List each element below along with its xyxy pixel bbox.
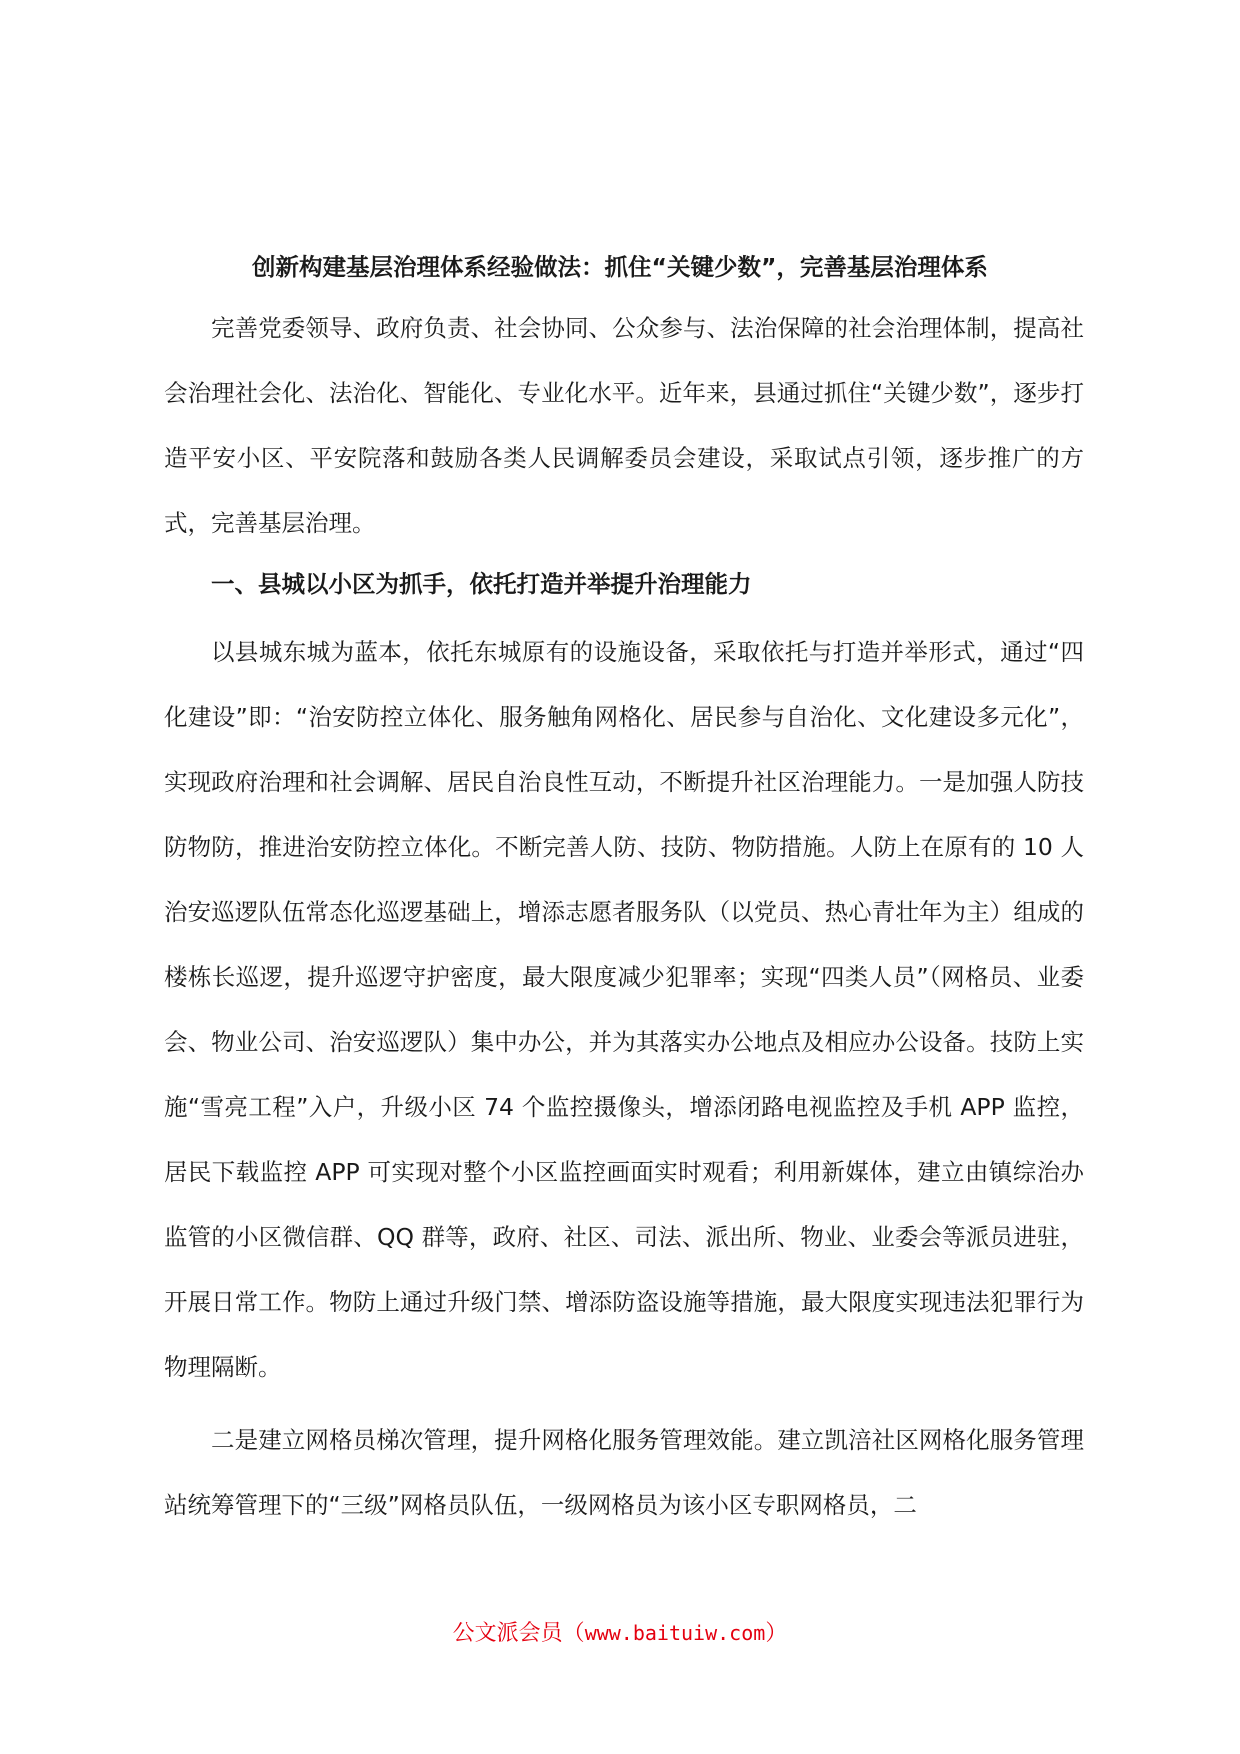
paragraph-intro: 完善党委领导、政府负责、社会协同、公众参与、法治保障的社会治理体制，提高社会治理社会化、法治化、智能化、专业化水平。近年来，县通过抓住“关键少数”，逐步打造平安小区、平安院落和鼓励各类人民调解委员会建设，采取试点引领，逐步推广的方式，完善基层治理。 — [164, 314, 1084, 537]
footer-close-paren: ） — [765, 1621, 788, 1646]
paragraph-section-1: 以县城东城为蓝本，依托东城原有的设施设备，采取依托与打造并举形式，通过“四化建设”即：“治安防控立体化、服务触角网格化、居民参与自治化、文化建设多元化”，实现政府治理和社会调解、居民自治良性互动，不断提升社区治理能力。一是加强人防技防物防，推进治安防控立体化。不断完善人防、技防、物防措施。人防上在原有的 10 人治安巡逻队伍常态化巡逻基础上，增添志愿者服务队（以党员、热心青壮年为主）组成的楼栋长巡逻，提升巡逻守护密度，最大限度减少犯罪率；实现“四类人员”（网格员、业委会、物业公司、治安巡逻队）集中办公，并为其落实办公地点及相应办公设备。技防上实施“雪亮工程”入户，升级小区 74 个监控摄像头，增添闭路电视监控及手机 APP 监控，居民下载监控 APP 可实现对整个小区监控画面实时观看；利用新媒体，建立由镇综治办监管的小区微信群、QQ 群等，政府、社区、司法、派出所、物业、业委会等派员进驻，开展日常工作。物防上通过升级门禁、增添防盗设施等措施，最大限度实现违法犯罪行为物理隔断。 — [164, 638, 1084, 1381]
footer-url-link[interactable]: www.baituiw.com — [584, 1621, 766, 1645]
footer-watermark — [0, 1615, 1240, 1652]
section-heading-1: 一、县城以小区为抓手，依托打造并举提升治理能力 — [211, 570, 752, 598]
document-title: 创新构建基层治理体系经验做法：抓住“关键少数”，完善基层治理体系 — [252, 253, 988, 281]
footer-brand: 公文派会员 — [452, 1621, 563, 1646]
paragraph-grid-management: 二是建立网格员梯次管理，提升网格化服务管理效能。建立凯涪社区网格化服务管理站统筹管理下的“三级”网格员队伍，一级网格员为该小区专职网格员，二 — [164, 1426, 1084, 1519]
footer-open-paren: （ — [562, 1621, 585, 1646]
